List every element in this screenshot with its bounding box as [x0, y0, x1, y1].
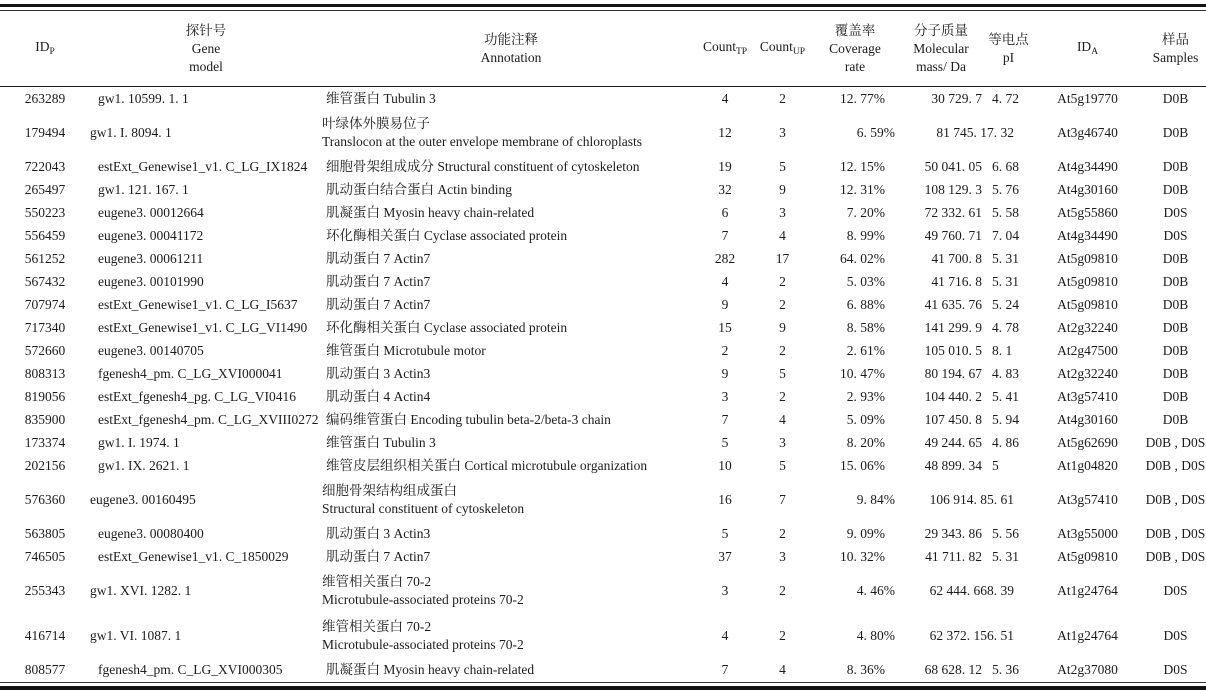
- cell-pi: 5. 56: [992, 525, 1019, 541]
- cell-pi: 5. 36: [992, 661, 1019, 677]
- table-row: [0, 568, 1206, 613]
- cell-pi: 8. 1: [992, 342, 1013, 358]
- cell-id-a: At2g32240: [1057, 365, 1118, 381]
- cell-coverage-rate: 12. 31%: [840, 181, 885, 197]
- cell-pi: 7. 04: [992, 227, 1019, 243]
- table-header: [0, 11, 1206, 87]
- cell-samples: D0B: [1162, 319, 1189, 335]
- cell-count-up: 4: [779, 227, 786, 243]
- cell-samples: D0S: [1163, 204, 1188, 220]
- cell-coverage-rate: 9. 84%: [856, 491, 895, 507]
- cell-id-p: 550223: [24, 204, 66, 220]
- cell-coverage-rate: 9. 09%: [846, 525, 885, 541]
- cell-gene-model: eugene3. 00080400: [98, 525, 204, 541]
- cell-id-p: 835900: [24, 411, 66, 427]
- cell-annotation: [322, 247, 700, 270]
- cell-annotation: [322, 362, 700, 385]
- cell-molecular-mass: 30 729. 7: [931, 90, 982, 106]
- cell-count-up: 4: [779, 411, 786, 427]
- cell-coverage-rate: 8. 99%: [846, 227, 885, 243]
- cell-id-a: At5g09810: [1057, 273, 1118, 289]
- table-row: [0, 362, 1206, 385]
- cell-pi: 5. 61: [987, 491, 1014, 507]
- cell-gene-model: eugene3. 00061211: [98, 250, 204, 266]
- cell-samples: D0S: [1163, 661, 1188, 677]
- cell-count-up: 2: [779, 296, 786, 312]
- table-row: [0, 247, 1206, 270]
- cell-pi: 6. 68: [992, 158, 1019, 174]
- cell-molecular-mass: 41 635. 76: [924, 296, 982, 312]
- table-bottom-rule: [0, 682, 1206, 690]
- cell-pi: 5. 31: [992, 548, 1019, 564]
- cell-id-a: At1g04820: [1057, 457, 1118, 473]
- annotation-line: 肌动蛋白 7 Actin7: [326, 548, 431, 564]
- annotation-line: 肌动蛋白 7 Actin7: [326, 250, 431, 266]
- cell-gene-model: eugene3. 00012664: [98, 204, 204, 220]
- cell-molecular-mass: 81 745. 1: [936, 124, 987, 140]
- cell-id-a: At4g30160: [1057, 181, 1118, 197]
- column-header-annotation: 功能注释 Annotation: [322, 11, 700, 87]
- cell-count-tp: 3: [721, 388, 729, 404]
- cell-gene-model: estExt_fgenesh4_pm. C_LG_XVIII0272: [98, 411, 319, 427]
- cell-molecular-mass: 108 129. 3: [924, 181, 982, 197]
- cell-gene-model: estExt_fgenesh4_pg. C_LG_VI0416: [98, 388, 296, 404]
- annotation-line: 环化酶相关蛋白 Cyclase associated protein: [326, 319, 568, 335]
- cell-id-a: At5g09810: [1057, 296, 1118, 312]
- cell-gene-model: fgenesh4_pm. C_LG_XVI000041: [98, 365, 283, 381]
- cell-coverage-rate: 5. 09%: [846, 411, 885, 427]
- cell-coverage-rate: 4. 80%: [856, 627, 895, 643]
- table-row: [0, 201, 1206, 224]
- cell-annotation: [322, 408, 700, 431]
- table-row: [0, 545, 1206, 568]
- cell-molecular-mass: 104 440. 2: [924, 388, 982, 404]
- cell-count-up: 7: [779, 491, 786, 507]
- cell-coverage-rate: 2. 61%: [846, 342, 885, 358]
- cell-id-a: At3g57410: [1057, 491, 1118, 507]
- cell-id-a: At5g19770: [1057, 90, 1118, 106]
- cell-coverage-rate: 8. 20%: [846, 434, 885, 450]
- cell-annotation: [322, 545, 700, 568]
- cell-molecular-mass: 68 628. 12: [924, 661, 982, 677]
- cell-count-tp: 15: [718, 319, 732, 335]
- cell-samples: D0B: [1162, 250, 1189, 266]
- cell-count-up: 2: [779, 90, 786, 106]
- cell-id-p: 263289: [24, 90, 66, 106]
- annotation-line: 肌动蛋白结合蛋白 Actin binding: [326, 181, 512, 197]
- cell-molecular-mass: 48 899. 34: [924, 457, 982, 473]
- cell-id-a: At2g47500: [1057, 342, 1118, 358]
- cell-id-p: 563805: [24, 525, 66, 541]
- cell-count-up: 5: [779, 365, 786, 381]
- cell-annotation: [322, 339, 700, 362]
- cell-id-a: At4g34490: [1057, 158, 1118, 174]
- cell-samples: D0S: [1163, 227, 1188, 243]
- cell-id-a: At2g37080: [1057, 661, 1118, 677]
- cell-id-p: 556459: [24, 227, 66, 243]
- annotation-line: 维管皮层组织相关蛋白 Cortical microtubule organization: [326, 457, 648, 473]
- cell-samples: D0B , D0S: [1145, 525, 1206, 541]
- cell-count-tp: 19: [718, 158, 732, 174]
- table-row: [0, 339, 1206, 362]
- cell-id-a: At5g09810: [1057, 250, 1118, 266]
- table-body: [0, 87, 1206, 682]
- cell-id-a: At1g24764: [1057, 582, 1118, 598]
- cell-molecular-mass: 105 010. 5: [924, 342, 982, 358]
- table-row: [0, 385, 1206, 408]
- table-row: [0, 270, 1206, 293]
- annotation-line: 肌凝蛋白 Myosin heavy chain-related: [326, 204, 535, 220]
- cell-count-up: 3: [779, 204, 786, 220]
- cell-gene-model: estExt_Genewise1_v1. C_1850029: [98, 548, 289, 564]
- cell-samples: D0B: [1162, 158, 1189, 174]
- cell-molecular-mass: 49 760. 71: [924, 227, 982, 243]
- annotation-line: 肌动蛋白 4 Actin4: [326, 388, 431, 404]
- annotation-line: 维管蛋白 Microtubule motor: [326, 342, 486, 358]
- cell-gene-model: eugene3. 00041172: [98, 227, 204, 243]
- cell-count-tp: 4: [721, 273, 729, 289]
- table-row: [0, 431, 1206, 454]
- cell-gene-model: fgenesh4_pm. C_LG_XVI000305: [98, 661, 283, 677]
- cell-pi: 5. 58: [992, 204, 1019, 220]
- annotation-line: 肌动蛋白 3 Actin3: [326, 525, 431, 541]
- cell-id-p: 572660: [24, 342, 66, 358]
- cell-count-tp: 282: [714, 250, 736, 266]
- cell-pi: 5. 94: [992, 411, 1019, 427]
- cell-count-up: 5: [779, 158, 786, 174]
- cell-samples: D0B , D0S: [1145, 491, 1206, 507]
- column-header-molecular-mass: 分子质量 Molecular mass/ Da: [895, 11, 987, 87]
- cell-gene-model: estExt_Genewise1_v1. C_LG_IX1824: [98, 158, 308, 174]
- cell-coverage-rate: 8. 36%: [846, 661, 885, 677]
- cell-molecular-mass: 50 041. 05: [924, 158, 982, 174]
- cell-annotation: [322, 270, 700, 293]
- cell-pi: 8. 39: [987, 582, 1014, 598]
- annotation-line: 维管相关蛋白 70-2: [322, 619, 432, 634]
- cell-molecular-mass: 141 299. 9: [924, 319, 982, 335]
- cell-annotation: [322, 293, 700, 316]
- cell-pi: 4. 78: [992, 319, 1019, 335]
- annotation-line: Microtubule-associated proteins 70-2: [322, 636, 524, 652]
- cell-id-a: At3g46740: [1057, 124, 1118, 140]
- cell-count-tp: 3: [721, 582, 729, 598]
- cell-samples: D0B: [1162, 124, 1189, 140]
- cell-samples: D0S: [1163, 627, 1188, 643]
- cell-count-tp: 5: [721, 434, 729, 450]
- cell-pi: 5. 31: [992, 250, 1019, 266]
- cell-annotation: [322, 522, 700, 545]
- cell-id-p: 255343: [24, 582, 66, 598]
- cell-id-p: 717340: [24, 319, 66, 335]
- column-header-isoelectric-pi: 等电点 pI: [987, 11, 1030, 87]
- column-header-id-p: $ID_P$: [0, 11, 90, 87]
- cell-annotation: [322, 385, 700, 408]
- cell-annotation: [322, 155, 700, 178]
- table-row: [0, 316, 1206, 339]
- cell-molecular-mass: 41 711. 82: [925, 548, 982, 564]
- cell-annotation: [322, 568, 700, 613]
- cell-id-a: At3g57410: [1057, 388, 1118, 404]
- cell-count-tp: 5: [721, 525, 729, 541]
- cell-count-up: 3: [779, 548, 786, 564]
- cell-samples: D0B: [1162, 365, 1189, 381]
- cell-samples: D0B , D0S: [1145, 457, 1206, 473]
- cell-annotation: [322, 613, 700, 658]
- cell-molecular-mass: 80 194. 67: [924, 365, 982, 381]
- cell-molecular-mass: 106 914. 8: [929, 491, 987, 507]
- cell-gene-model: estExt_Genewise1_v1. C_LG_I5637: [98, 296, 298, 312]
- cell-gene-model: eugene3. 00140705: [98, 342, 204, 358]
- cell-molecular-mass: 41 716. 8: [931, 273, 982, 289]
- protein-identification-table: [0, 11, 1206, 681]
- cell-count-tp: 32: [718, 181, 732, 197]
- cell-id-p: 265497: [24, 181, 66, 197]
- cell-samples: D0B: [1162, 388, 1189, 404]
- cell-id-a: At5g55860: [1057, 204, 1118, 220]
- cell-molecular-mass: 49 244. 65: [924, 434, 982, 450]
- header-row: [0, 11, 1206, 87]
- cell-count-tp: 4: [721, 90, 729, 106]
- cell-id-p: 707974: [24, 296, 66, 312]
- cell-count-up: 2: [779, 627, 786, 643]
- cell-id-p: 173374: [24, 434, 66, 450]
- cell-count-tp: 37: [718, 548, 732, 564]
- cell-molecular-mass: 72 332. 61: [924, 204, 982, 220]
- cell-pi: 5. 24: [992, 296, 1019, 312]
- cell-pi: 5. 31: [992, 273, 1019, 289]
- cell-id-a: At5g62690: [1057, 434, 1118, 450]
- cell-samples: D0B: [1162, 90, 1189, 106]
- annotation-line: 细胞骨架组成成分 Structural constituent of cytoskeleton: [326, 158, 640, 174]
- cell-id-p: 416714: [24, 627, 66, 643]
- cell-gene-model: gw1. VI. 1087. 1: [90, 627, 182, 643]
- cell-gene-model: eugene3. 00160495: [90, 491, 196, 507]
- table-row: [0, 408, 1206, 431]
- cell-annotation: [322, 110, 700, 155]
- annotation-line: 肌动蛋白 7 Actin7: [326, 273, 431, 289]
- cell-gene-model: gw1. I. 1974. 1: [98, 434, 180, 450]
- table-row: [0, 155, 1206, 178]
- annotation-line: 叶绿体外膜易位子: [322, 116, 430, 131]
- column-header-samples: 样品 Samples: [1145, 11, 1206, 87]
- cell-gene-model: gw1. 121. 167. 1: [98, 181, 189, 197]
- cell-coverage-rate: 64. 02%: [840, 250, 885, 266]
- cell-id-a: At3g55000: [1057, 525, 1118, 541]
- cell-molecular-mass: 107 450. 8: [924, 411, 982, 427]
- cell-gene-model: eugene3. 00101990: [98, 273, 204, 289]
- cell-molecular-mass: 29 343. 86: [924, 525, 982, 541]
- table-row: [0, 658, 1206, 681]
- cell-pi: 4. 83: [992, 365, 1019, 381]
- cell-count-up: 2: [779, 342, 786, 358]
- cell-coverage-rate: 12. 15%: [840, 158, 885, 174]
- cell-id-a: At2g32240: [1057, 319, 1118, 335]
- cell-molecular-mass: 62 444. 66: [929, 582, 987, 598]
- table-row: [0, 454, 1206, 477]
- annotation-line: 环化酶相关蛋白 Cyclase associated protein: [326, 227, 568, 243]
- cell-id-a: At4g30160: [1057, 411, 1118, 427]
- cell-samples: D0B , D0S: [1145, 548, 1206, 564]
- cell-id-p: 179494: [24, 124, 66, 140]
- cell-coverage-rate: 6. 59%: [856, 124, 895, 140]
- annotation-line: 编码维管蛋白 Encoding tubulin beta-2/beta-3 chain: [326, 411, 611, 427]
- cell-id-a: At4g34490: [1057, 227, 1118, 243]
- cell-count-up: 17: [775, 250, 790, 266]
- annotation-line: 细胞骨架结构组成蛋白: [322, 483, 457, 498]
- cell-gene-model: gw1. IX. 2621. 1: [98, 457, 190, 473]
- cell-count-tp: 7: [721, 411, 729, 427]
- cell-count-tp: 7: [721, 661, 729, 677]
- table-row: [0, 110, 1206, 155]
- cell-id-p: 808313: [24, 365, 66, 381]
- cell-count-up: 2: [779, 525, 786, 541]
- annotation-line: 肌动蛋白 3 Actin3: [326, 365, 431, 381]
- cell-id-p: 561252: [24, 250, 66, 266]
- cell-samples: D0B: [1162, 181, 1189, 197]
- column-header-id-a: $ID_A$: [1030, 11, 1145, 87]
- cell-pi: 4. 86: [992, 434, 1019, 450]
- table-row: [0, 477, 1206, 522]
- annotation-line: 肌凝蛋白 Myosin heavy chain-related: [326, 661, 535, 677]
- cell-count-up: 3: [779, 124, 786, 140]
- cell-count-tp: 4: [721, 627, 729, 643]
- cell-annotation: [322, 178, 700, 201]
- cell-samples: D0B: [1162, 273, 1189, 289]
- cell-samples: D0B: [1162, 296, 1189, 312]
- cell-coverage-rate: 10. 47%: [840, 365, 885, 381]
- cell-count-up: 2: [779, 582, 786, 598]
- table-top-rule: [0, 4, 1206, 11]
- cell-annotation: [322, 201, 700, 224]
- cell-coverage-rate: 12. 77%: [840, 90, 885, 106]
- cell-annotation: [322, 224, 700, 247]
- cell-samples: D0B: [1162, 411, 1189, 427]
- column-header-count-tp: Count$_{TP}$: [700, 11, 750, 87]
- cell-count-tp: 9: [721, 296, 729, 312]
- cell-coverage-rate: 2. 93%: [846, 388, 885, 404]
- cell-id-p: 819056: [24, 388, 66, 404]
- cell-count-up: 4: [779, 661, 786, 677]
- cell-annotation: [322, 658, 700, 681]
- annotation-line: 肌动蛋白 7 Actin7: [326, 296, 431, 312]
- cell-id-a: At5g09810: [1057, 548, 1118, 564]
- cell-id-p: 202156: [24, 457, 66, 473]
- cell-count-tp: 10: [718, 457, 732, 473]
- cell-count-up: 3: [779, 434, 786, 450]
- cell-count-tp: 16: [718, 491, 732, 507]
- cell-pi: 6. 51: [987, 627, 1014, 643]
- cell-count-up: 2: [779, 273, 786, 289]
- table-row: [0, 224, 1206, 247]
- cell-id-p: 746505: [24, 548, 66, 564]
- annotation-line: Structural constituent of cytoskeleton: [322, 500, 525, 516]
- cell-samples: D0B: [1162, 342, 1189, 358]
- cell-count-up: 2: [779, 388, 786, 404]
- annotation-line: 维管蛋白 Tubulin 3: [326, 90, 436, 106]
- cell-annotation: [322, 87, 700, 111]
- cell-gene-model: gw1. 10599. 1. 1: [98, 90, 189, 106]
- cell-count-tp: 2: [721, 342, 729, 358]
- cell-id-p: 576360: [24, 491, 66, 507]
- column-header-count-up: Count$_{UP}$: [750, 11, 815, 87]
- cell-gene-model: gw1. I. 8094. 1: [90, 124, 172, 140]
- cell-coverage-rate: 10. 32%: [840, 548, 885, 564]
- column-header-gene-model: 探针号 Gene model: [90, 11, 322, 87]
- cell-count-tp: 6: [721, 204, 729, 220]
- annotation-line: 维管蛋白 Tubulin 3: [326, 434, 436, 450]
- cell-count-up: 9: [779, 319, 786, 335]
- cell-coverage-rate: 15. 06%: [840, 457, 885, 473]
- table-row: [0, 613, 1206, 658]
- cell-id-p: 722043: [24, 158, 66, 174]
- cell-samples: D0B , D0S: [1145, 434, 1206, 450]
- cell-annotation: [322, 477, 700, 522]
- cell-annotation: [322, 316, 700, 339]
- cell-molecular-mass: 41 700. 8: [931, 250, 982, 266]
- table-row: [0, 522, 1206, 545]
- annotation-line: Microtubule-associated proteins 70-2: [322, 591, 524, 607]
- cell-coverage-rate: 4. 46%: [856, 582, 895, 598]
- annotation-line: 维管相关蛋白 70-2: [322, 574, 432, 589]
- cell-coverage-rate: 6. 88%: [846, 296, 885, 312]
- annotation-line: Translocon at the outer envelope membrane of chloroplasts: [322, 133, 643, 149]
- cell-count-tp: 9: [721, 365, 729, 381]
- cell-pi: 5. 76: [992, 181, 1019, 197]
- table-row: [0, 293, 1206, 316]
- cell-id-a: At1g24764: [1057, 627, 1118, 643]
- cell-gene-model: estExt_Genewise1_v1. C_LG_VI1490: [98, 319, 308, 335]
- cell-pi: 4. 72: [992, 90, 1019, 106]
- cell-coverage-rate: 8. 58%: [846, 319, 885, 335]
- column-header-coverage-rate: 覆盖率 Coverage rate: [815, 11, 895, 87]
- cell-pi: 5: [992, 457, 999, 473]
- cell-coverage-rate: 5. 03%: [846, 273, 885, 289]
- cell-annotation: [322, 431, 700, 454]
- cell-pi: 7. 32: [987, 124, 1014, 140]
- cell-pi: 5. 41: [992, 388, 1019, 404]
- table-row: [0, 178, 1206, 201]
- cell-molecular-mass: 62 372. 15: [929, 627, 987, 643]
- cell-count-up: 9: [779, 181, 786, 197]
- cell-coverage-rate: 7. 20%: [846, 204, 885, 220]
- cell-samples: D0S: [1163, 582, 1188, 598]
- table-row: [0, 87, 1206, 111]
- cell-annotation: [322, 454, 700, 477]
- cell-id-p: 567432: [24, 273, 66, 289]
- cell-id-p: 808577: [24, 661, 66, 677]
- cell-gene-model: gw1. XVI. 1282. 1: [90, 582, 192, 598]
- cell-count-up: 5: [779, 457, 786, 473]
- cell-count-tp: 12: [718, 124, 732, 140]
- cell-count-tp: 7: [721, 227, 729, 243]
